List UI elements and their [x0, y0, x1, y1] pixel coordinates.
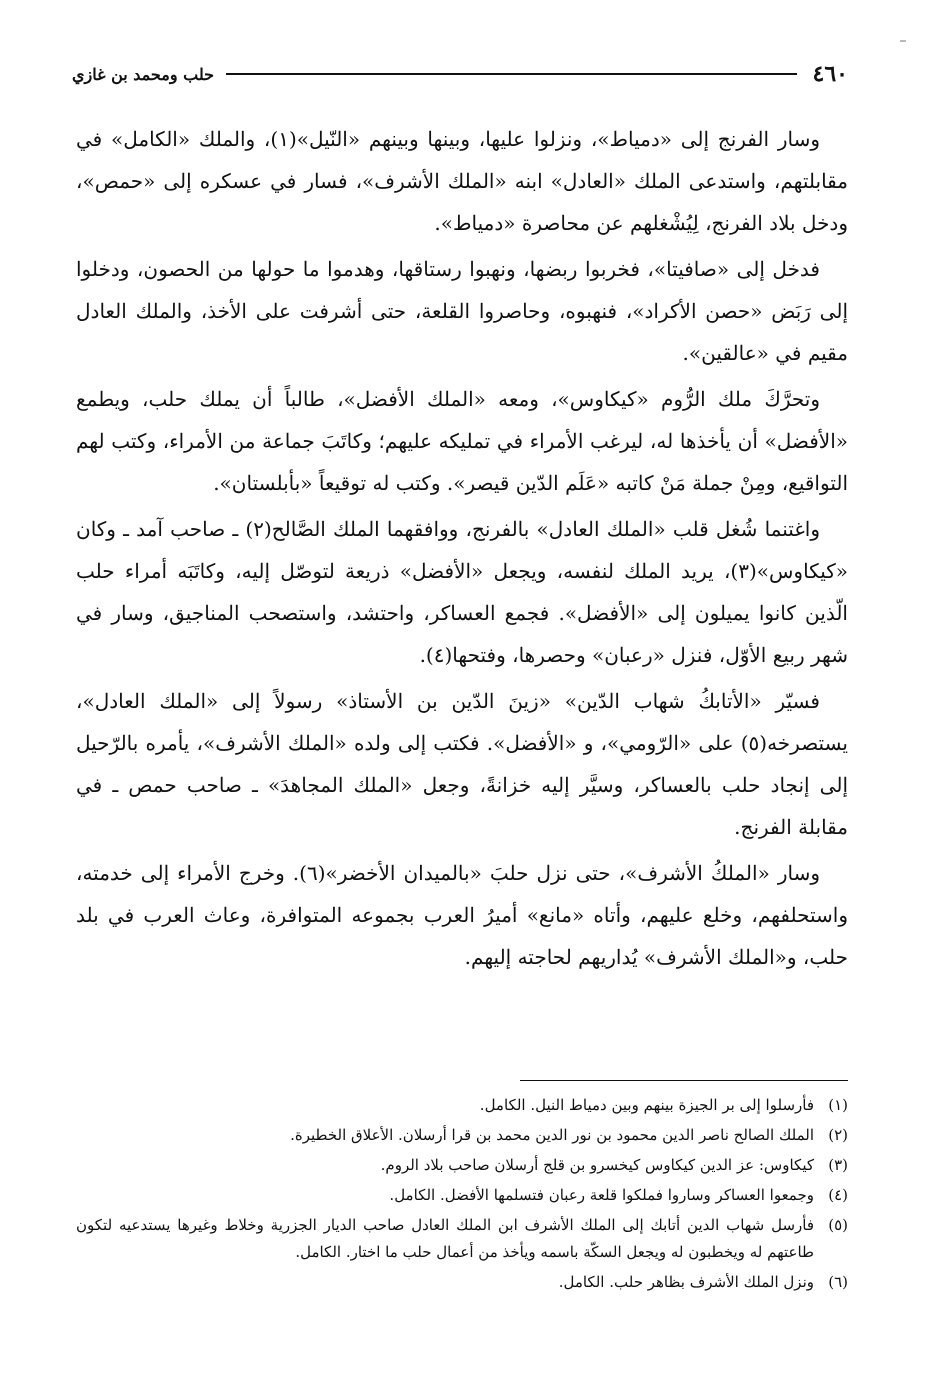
- footnote-number: (٥): [828, 1216, 848, 1234]
- footnote-text: فأرسلوا إلى بر الجيزة بينهم وبين دمياط النيل. الكامل.: [479, 1096, 814, 1114]
- scan-mark: [900, 40, 906, 42]
- footnote-rule: [520, 1080, 848, 1081]
- paragraph-6: وسار «الملكُ الأشرف»، حتى نزل حلبَ «بالميدان الأخضر»(٦). وخرج الأمراء إلى خدمته، واستحلفهم، وخلع عليهم، وأتاه «مانع» أميرُ العرب بجموعه المتوافرة، وعاث العرب في بلد حلب، و«الملك الأشرف» يُداريهم لحاجته إليهم.: [76, 861, 848, 969]
- page-header: [72, 58, 848, 90]
- paragraph-5: فسيّر «الأتابكُ شهاب الدّين» «زينَ الدّين بن الأستاذ» رسولاً إلى «الملك العادل»، يستصرخه(٥) على «الرّومي»، و «الأفضل». فكتب إلى ولده «الملك الأشرف»، يأمره بالرّحيل إلى إنجاد حلب بالعساكر، وسيَّر إليه خزانةً، وجعل «الملك المجاهدَ» ـ صاحب حمص ـ في مقابلة الفرنج.: [76, 689, 848, 839]
- header-rule: [226, 73, 797, 75]
- footnote-text: ونزل الملك الأشرف بظاهر حلب. الكامل.: [558, 1273, 814, 1291]
- footnote-text: كيكاوس: عز الدين كيكاوس كيخسرو بن قلج أرسلان صاحب بلاد الروم.: [380, 1156, 814, 1174]
- footnote-number: (٣): [828, 1156, 848, 1174]
- main-text: [76, 118, 848, 982]
- footnote-1: [76, 1092, 848, 1119]
- footnote-number: (٤): [828, 1186, 848, 1204]
- paragraph-3: وتحرَّكَ ملك الرُّوم «كيكاوس»، ومعه «الملك الأفضل»، طالباً أن يملك حلب، ويطمع «الأفضل» أن يأخذها له، ليرغب الأمراء في تمليكه عليهم؛ وكاتَبَ جماعة من الأمراء، وكتب لهم التواقيع، ومِنْ جملة مَنْ كاتبه «عَلَم الدّين قيصر». وكتب له توقيعاً «بأبلستان».: [76, 387, 848, 495]
- footnote-number: (١): [828, 1096, 848, 1114]
- footnote-number: (٢): [828, 1126, 848, 1144]
- page-number: ٤٦٠: [812, 61, 848, 87]
- footnote-text: الملك الصالح ناصر الدين محمود بن نور الدين محمد بن قرا أرسلان. الأعلاق الخطيرة.: [290, 1126, 814, 1144]
- footnotes: [76, 1092, 848, 1299]
- footnote-text: فأرسل شهاب الدين أتابك إلى الملك الأشرف ابن الملك العادل صاحب الديار الجزرية وخلاط وغيرها يستدعيه لتكون طاعتهم له ويخطبون له ويجعل السكّة باسمه ويأخذ من أعمال حلب ما اختار. الكامل.: [76, 1216, 814, 1261]
- paragraph-2: فدخل إلى «صافيتا»، فخربوا ربضها، ونهبوا رستاقها، وهدموا ما حولها من الحصون، ودخلوا إلى رَبَض «حصن الأكراد»، فنهبوه، وحاصروا القلعة، حتى أشرفت على الأخذ، والملك العادل مقيم في «عالقين».: [76, 257, 848, 365]
- footnote-4: [76, 1182, 848, 1209]
- footnote-3: [76, 1152, 848, 1179]
- running-title: حلب ومحمد بن غازي: [72, 64, 215, 84]
- paragraph-1: وسار الفرنج إلى «دمياط»، ونزلوا عليها، وبينها وبينهم «النّيل»(١)، والملك «الكامل» في مقابلتهم، واستدعى الملك «العادل» ابنه «الملك الأشرف»، فسار في عسكره إلى «حمص»، ودخل بلاد الفرنج، لِيُشْغلهم عن محاصرة «دمياط».: [76, 127, 848, 235]
- footnote-5: [76, 1212, 848, 1266]
- footnote-number: (٦): [828, 1273, 848, 1291]
- paragraph-4: واغتنما شُغل قلب «الملك العادل» بالفرنج، ووافقهما الملك الصَّالح(٢) ـ صاحب آمد ـ وكان «كيكاوس»(٣)، يريد الملك لنفسه، ويجعل «الأفضل» ذريعة لتوصّل إليه، وكاتَبَه أمراء حلب الّذين كانوا يميلون إلى «الأفضل». فجمع العساكر، واحتشد، واستصحب المناجيق، وسار في شهر ربيع الأوّل، فنزل «رعبان» وحصرها، وفتحها(٤).: [76, 517, 848, 667]
- footnote-2: [76, 1122, 848, 1149]
- footnote-6: [76, 1269, 848, 1296]
- footnote-text: وجمعوا العساكر وساروا فملكوا قلعة رعبان فتسلمها الأفضل. الكامل.: [389, 1186, 814, 1204]
